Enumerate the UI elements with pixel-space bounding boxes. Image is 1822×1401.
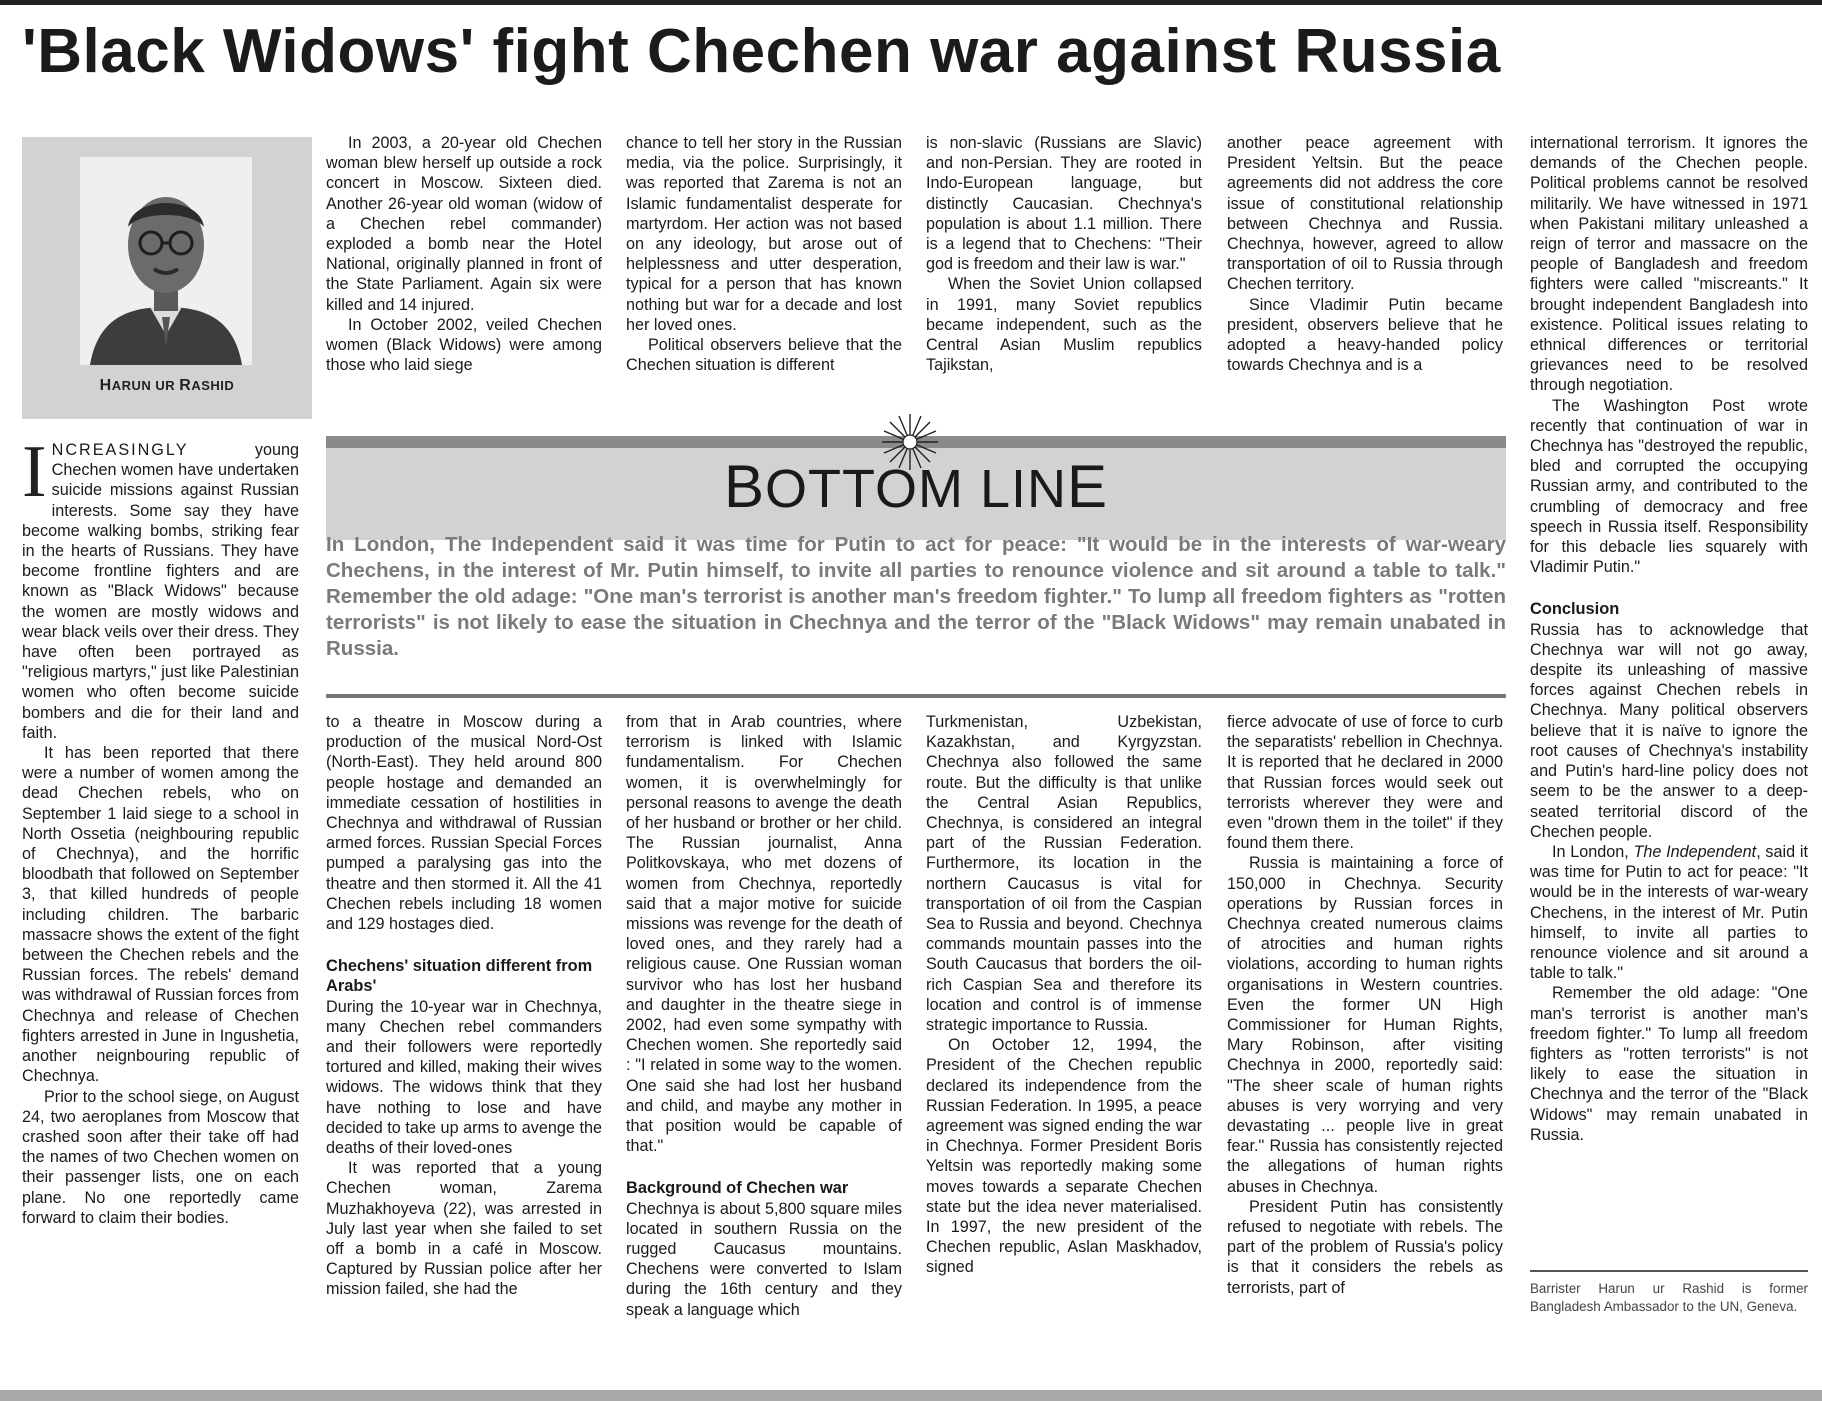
byline-initial-h: H	[99, 377, 112, 394]
lead-caps: NCREASINGLY	[51, 441, 189, 459]
subheading-background: Background of Chechen war	[626, 1179, 849, 1198]
col1-paragraph-3: Prior to the school siege, on August 24, two aeroplanes from Moscow that crashed soon after their take off had the names of two Chechen women on their passenger lists, one on each plane. No one reportedly came forward to claim their bodies.	[22, 1087, 299, 1227]
column-5-top	[1227, 133, 1503, 413]
col5-top-paragraph-2: Since Vladimir Putin became president, observers believe that he adopted a heavy-handed policy towards Chechnya and is a	[1227, 295, 1503, 375]
column-1	[22, 440, 299, 1385]
drop-cap: I	[22, 440, 47, 513]
col3-bottom-paragraph-2: Chechnya is about 5,800 square miles located in southern Russia on the rugged Caucasus mountains. Chechens were converted to Islam during the 16th century and they speak a language which	[626, 1199, 902, 1319]
col6-p4-italic: The Independent	[1633, 842, 1757, 861]
bl-title-e: E	[1067, 453, 1109, 520]
column-6	[1530, 133, 1808, 1263]
byline-part-2: ASHID	[191, 378, 235, 393]
column-2-top	[326, 133, 602, 413]
bio-rule	[1530, 1270, 1808, 1272]
bl-title-mid: OTTOM LIN	[764, 459, 1068, 519]
col5-bottom-paragraph-1: fierce advocate of use of force to curb the separatists' rebellion in Chechnya. It is reported that he declared in 2000 that Russian forces would seek out terrorists wherever they were and even "drown them in the toilet" if they found them there.	[1227, 713, 1503, 853]
headline: 'Black Widows' fight Chechen war against Russia	[22, 17, 1501, 86]
col2-top-paragraph-2: In October 2002, veiled Chechen women (Black Widows) were among those who laid siege	[326, 315, 602, 375]
col6-paragraph-3: Russia has to acknowledge that Chechnya war will not go away, despite its unleashing of massive forces against Chechen rebels in Chechnya. Many political observers believe that it is naïve to ignore the root causes of Chechnya's instability and Putin's hard-line policy does not seem to be the answer to a deep-seated territorial discord of the Chechen people.	[1530, 620, 1808, 841]
col2-bottom-paragraph-1: to a theatre in Moscow during a production of the musical Nord-Ost (North-East). They held around 800 people hostage and demanded an immediate cessation of hostilities in Chechnya and withdrawal of Russian armed forces. Russian Special Forces pumped a paralysing gas into the theatre and then stormed it. All the 41 Chechen rebels including 18 women and 129 hostages died.	[326, 713, 602, 934]
column-4-top	[926, 133, 1202, 413]
author-bio: Barrister Harun ur Rashid is former Bangladesh Ambassador to the UN, Geneva.	[1530, 1281, 1808, 1314]
col6-paragraph-5: Remember the old adage: "One man's terrorist is another man's freedom fighter." To lump all freedom fighters as "rotten terrorists" is not likely to ease the situation in Chechnya and the terror of the "Black Widows" may remain unabated in Russia.	[1530, 984, 1808, 1144]
subheading-conclusion: Conclusion	[1530, 600, 1620, 619]
col1-paragraph-2: It has been reported that there were a number of women among the dead Chechen rebels, who on September 1 laid siege to a school in North Ossetia (neighbouring republic of Chechnya), and the horrific bloodbath that followed on September 3, that killed hundreds of people including children. The barbaric massacre shows the extent of the fight between the Chechen rebels and the Russian forces. The rebels' demand was withdrawal of Russian forces from Chechnya and release of Chechen fighters arrested in June in Ingushetia, another neignbouring republic of Chechnya.	[22, 744, 299, 1086]
col6-paragraph-1: international terrorism. It ignores the demands of the Chechen people. Political problems cannot be resolved militarily. We have witnessed in 1971 when Pakistani military unleashed a reign of terror and massacre on the people of Bangladesh and freedom fighters were called "miscreants." It brought independent Bangladesh into existence. Political issues relating to ethnical differences or territorial grievances need to be resolved through negotiation.	[1530, 134, 1808, 395]
col3-top-paragraph-2: Political observers believe that the Chechen situation is different	[626, 336, 902, 375]
col2-bottom-paragraph-3: It was reported that a young Chechen woman, Zarema Muzhakhoyeva (22), was arrested in July last year when she failed to set off a bomb in a café in Moscow. Captured by Russian police after her mission failed, she had the	[326, 1159, 602, 1299]
column-3-top	[626, 133, 902, 413]
col5-bottom-paragraph-2: Russia is maintaining a force of 150,000 in Chechnya. Security operations by Russian forces in Chechnya created numerous claims of atrocities and human rights violations, according to human rights organisations in Western countries. Even the former UN High Commissioner for Human Rights, Mary Robinson, after visiting Chechnya in 2000, reportedly said: "The sheer scale of human rights abuses is very worrying and very devastating ... people live in great fear." Russia has consistently rejected the allegations of human rights abuses in Chechnya.	[1227, 854, 1503, 1196]
col4-bottom-paragraph-2: On October 12, 1994, the President of the Chechen republic declared its independence from the Russian Federation. In 1995, a peace agreement was signed ending the war in Chechnya. Former President Boris Yeltsin was reportedly making some moves towards a separate Chechen state but the idea never materialised. In 1997, the new president of the Chechen republic, Aslan Maskhadov, signed	[926, 1036, 1202, 1277]
subheading-chechens-situation: Chechens' situation different from Arabs'	[326, 957, 593, 996]
col2-bottom-paragraph-2: During the 10-year war in Chechnya, many Chechen rebel commanders and their followers were reportedly tortured and killed, making their wives widows. The widows think that they have nothing to lose and have decided to take up arms to avenge the deaths of their loved-ones	[326, 997, 602, 1158]
column-2-bottom	[326, 712, 602, 1385]
lead-paragraph	[22, 440, 299, 743]
top-rule	[0, 0, 1822, 5]
column-5-bottom	[1227, 712, 1503, 1385]
col6-p4-start: In London,	[1552, 842, 1634, 861]
bottom-line-text: In London, The Independent said it was time for Putin to act for peace: "It would be in the interests of war-weary Chechens, in the interest of Mr. Putin himself, to invite all parties to renounce violence and sit around a table to talk." Remember the old adage: "One man's terrorist is another man's freedom fighter." To lump all freedom fighters as "rotten terrorists" is not likely to ease the situation in Chechnya and the terror of the "Black Widows" may remain unabated in Russia.	[326, 533, 1506, 660]
author-portrait	[80, 157, 252, 365]
col3-bottom-paragraph-1: from that in Arab countries, where terrorism is linked with Islamic fundamentalism. For Chechen women, it is overwhelmingly for personal reasons to avenge the death of her husband or brother or her child. The Russian journalist, Anna Politkovskaya, who met dozens of women from Chechnya, reportedly said that a major motive for suicide missions was revenge for the death of loved ones, and they rarely had a religious cause. One Russian woman survivor who has lost her husband and daughter in the theatre siege in 2002, had even some sympathy with Chechen women. She reportedly said : "I related in some way to the women. One said she had lost her husband and child, and maybe any mother in that position would be capable of that."	[626, 713, 902, 1156]
col5-top-paragraph-1: another peace agreement with President Yeltsin. But the peace agreements did not address the core issue of constitutional relationship between Chechnya and Russia. Chechnya, however, agreed to allow transportation of oil to Russia through Chechen territory.	[1227, 134, 1503, 294]
author-photo	[80, 157, 252, 365]
col5-bottom-paragraph-3: President Putin has consistently refused to negotiate with rebels. The part of the problem of Russia's policy is that it considers the rebels as terrorists, part of	[1227, 1197, 1503, 1297]
col6-paragraph-4	[1530, 842, 1808, 983]
author-byline	[22, 377, 312, 395]
col2-top-paragraph-1: In 2003, a 20-year old Chechen woman blew herself up outside a rock concert in Moscow. Sixteen died. Another 26-year old woman (widow of a Chechen rebel commander) exploded a bomb near the Hotel National, originally planned in front of the State Parliament. Again six were killed and 14 injured.	[326, 134, 602, 314]
col6-p4-end: , said it was time for Putin to act for peace: "It would be in the interests of war-weary Chechens, in the interest of Mr. Putin himself, to invite all parties to renounce violence and sit around a table to talk."	[1530, 842, 1808, 983]
bottom-line-rule	[326, 694, 1506, 698]
byline-part-1: ARUN UR	[111, 378, 180, 393]
byline-initial-r: R	[179, 377, 192, 394]
col4-top-paragraph-2: When the Soviet Union collapsed in 1991, many Soviet republics became independent, such as the Central Asian Muslim republics Tajikstan,	[926, 275, 1202, 375]
col3-top-paragraph-1: chance to tell her story in the Russian media, via the police. Surprisingly, it was reported that Zarema is not an Islamic fundamentalist desperate for martyrdom. Her action was not based on any ideology, but arose out of helplessness and utter desperation, typical for a person that has known nothing but war for a decade and lost her loved ones.	[626, 134, 902, 334]
col4-bottom-paragraph-1: Turkmenistan, Uzbekistan, Kazakhstan, and Kyrgyzstan. Chechnya also followed the same route. But the difficulty is that unlike the Central Asian Republics, Chechnya, is considered an integral part of the Russian Federation. Furthermore, its location in the northern Caucasus is vital for transportation of oil from the Caspian Sea to Russia and beyond. Chechnya commands mountain passes into the South Caucasus that borders the oil-rich Caspian Sea and therefore its location and control is of immense strategic importance to Russia.	[926, 713, 1202, 1035]
bottom-rule	[0, 1390, 1822, 1401]
col4-top-paragraph-1: is non-slavic (Russians are Slavic) and non-Persian. They are rooted in Indo-European language, but distinctly Caucasian. Chechnya's population is about 1.1 million. There is a legend that to Chechens: "Their god is freedom and their law is war."	[926, 134, 1202, 274]
column-4-bottom	[926, 712, 1202, 1385]
author-box	[22, 137, 312, 419]
column-3-bottom	[626, 712, 902, 1385]
bottom-line-title	[326, 452, 1506, 524]
lead-text: young Chechen women have undertaken suicide missions against Russian interests. Some say they have become walking bombs, striking fear in the hearts of Russians. They have become frontline fighters and are known as "Black Widows" because the women are mostly widows and wear black veils over their dress. They have often been portrayed as "religious martyrs," just like Palestinian women who often become suicide bombers and die for their land and faith.	[22, 441, 299, 742]
col6-paragraph-2: The Washington Post wrote recently that continuation of war in Chechnya has "destroyed the republic, bled and corrupted the occupying Russian army, and contributed to the crumbling of democracy and free speech in Russia itself. Responsibility for this debacle lies squarely with Vladimir Putin."	[1530, 396, 1808, 577]
bl-title-b: B	[723, 453, 765, 520]
